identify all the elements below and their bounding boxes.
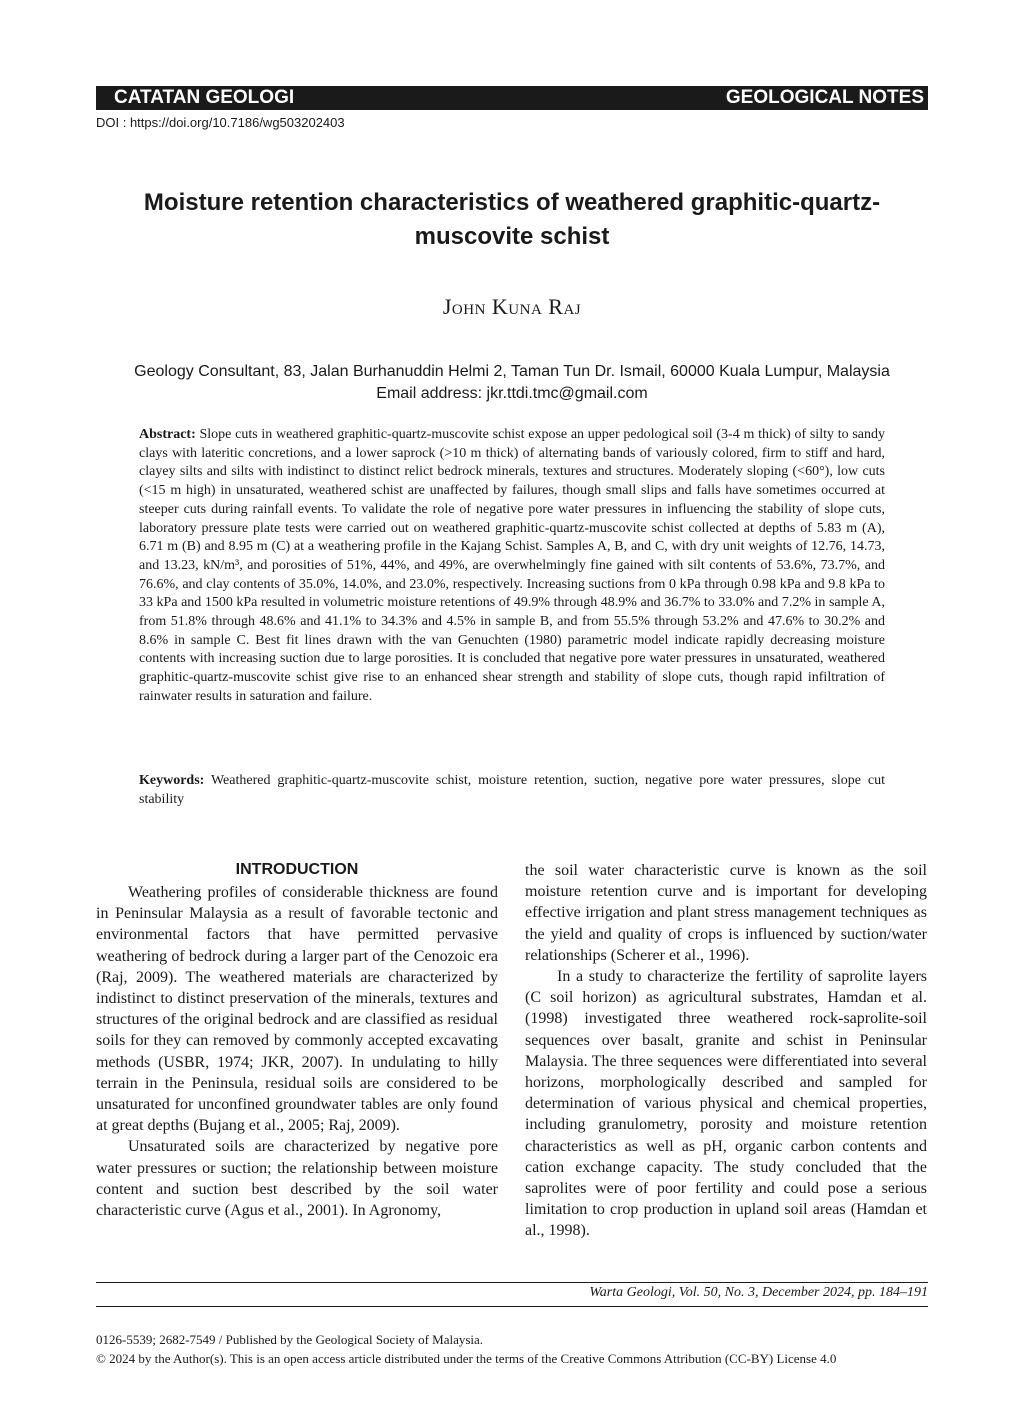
footer-rule-bottom (96, 1306, 928, 1307)
paragraph-1: Weathering profiles of considerable thickness are found in Peninsular Malaysia as a result of favorable tectonic and environmental factors that have permitted pervasive weathering of bedrock during a larger part of the Cenozoic era (Raj, 2009). The weathered materials are characterized by indistinct to distinct preservation of the minerals, textures and structures of the original bedrock and are classified as residual soils for they can removed by commonly accepted excavating methods (USBR, 1974; JKR, 2007). In undulating to hilly terrain in the Peninsula, residual soils are considered to be unsaturated for unconfined groundwater tables are only found at great depths (Bujang et al., 2005; Raj, 2009). (96, 884, 498, 1135)
paragraph-3: the soil water characteristic curve is known as the soil moisture retention curve and is important for developing effective irrigation and plant stress management techniques as the yield and quality of crops is influenced by suction/water relationships (Scherer et al., 1996). (525, 862, 927, 964)
keywords-text: Weathered graphitic-quartz-muscovite schist, moisture retention, suction, negative pore water pressures, slope cut stability (139, 773, 885, 807)
journal-header-bar (96, 86, 928, 110)
doi-link[interactable]: DOI : https://doi.org/10.7186/wg503202403 (96, 115, 345, 130)
publication-footer (96, 1330, 928, 1368)
paragraph-2: Unsaturated soils are characterized by negative pore water pressures or suction; the relationship between moisture content and suction best described by the soil water characteristic curve (Agus et al., 2001). In Agronomy, (96, 1138, 498, 1220)
author-name: John Kuna Raj (442, 294, 582, 319)
keywords (139, 772, 885, 809)
abstract-text: Slope cuts in weathered graphitic-quartz-muscovite schist expose an upper pedological soil (3-4 m thick) of silty to sandy clays with lateritic concretions, and a lower saprock (>10 m thick) of alternating bands of variously colored, firm to stiff and hard, clayey silts and silts with indistinct to distinct relict bedrock minerals, textures and structures. Moderately sloping (<60°), low cuts (<15 m high) in unsaturated, weathered schist are unaffected by failures, though small slips and falls have sometimes occurred at steeper cuts during rainfall events. To validate the role of negative pore water pressures in influencing the stability of slope cuts, laboratory pressure plate tests were carried out on weathered graphitic-quartz-muscovite schist collected at depths of 5.83 m (A), 6.71 m (B) and 8.95 m (C) at a weathering profile in the Kajang Schist. Samples A, B, and C, with dry unit weights of 12.76, 14.73, and 13.23, kN/m³, and porosities of 51%, 44%, and 49%, are overwhelmingly fine gained with silt contents of 53.6%, 73.7%, and 76.6%, and clay contents of 35.0%, 14.0%, and 23.0%, respectively. Increasing suctions from 0 kPa through 0.98 kPa and 9.8 kPa to 33 kPa and 1500 kPa resulted in volumetric moisture retentions of 49.9% through 48.9% and 36.7% to 33.0% and 7.2% in sample A, from 51.8% through 48.6% and 41.1% to 34.3% and 4.5% in sample B, and from 55.5% through 53.2% and 47.6% to 30.2% and 8.6% in sample C. Best fit lines drawn with the van Genuchten (1980) parametric model indicate rapidly decreasing moisture contents with increasing suction due to large porosities. It is concluded that negative pore water pressures in unsaturated, weathered graphitic-quartz-muscovite schist give rise to an enhanced shear strength and stability of slope cuts, though rapid infiltration of rainwater results in saturation and failure. (139, 427, 885, 704)
body-column-right (525, 860, 927, 1242)
keywords-label: Keywords: (139, 773, 205, 788)
issn-line: 0126-5539; 2682-7549 / Published by the Geological Society of Malaysia. (96, 1332, 484, 1347)
affiliation-address: Geology Consultant, 83, Jalan Burhanuddin Helmi 2, Taman Tun Dr. Ismail, 60000 Kuala Lumpur, Malaysia (134, 363, 890, 380)
section-label-malay: CATATAN GEOLOGI (114, 87, 295, 108)
article-title (96, 186, 928, 254)
abstract-label: Abstract: (139, 427, 196, 442)
footer-rule-top (96, 1282, 928, 1283)
title-line-2: muscovite schist (414, 223, 610, 250)
paragraph-4: In a study to characterize the fertility of saprolite layers (C soil horizon) as agricultural substrates, Hamdan et al. (1998) investigated three weathered rock-saprolite-soil sequences over basalt, granite and schist in Peninsular Malaysia. The three sequences were differentiated into several horizons, morphologically described and sampled for determination of various physical and chemical properties, including granulometry, porosity and moisture retention characteristics as well as pH, organic carbon contents and cation exchange capacity. The study concluded that the saprolites were of poor fertility and could pose a serious limitation to crop production in upland soil areas (Hamdan et al., 1998). (525, 968, 927, 1240)
abstract (139, 426, 885, 707)
license-line: © 2024 by the Author(s). This is an open access article distributed under the terms of the Creative Commons Attribution (CC-BY) License 4.0 (96, 1351, 837, 1366)
affiliation (96, 361, 928, 405)
introduction-heading: INTRODUCTION (235, 861, 359, 878)
body-column-left (96, 860, 498, 1221)
affiliation-email[interactable]: Email address: jkr.ttdi.tmc@gmail.com (376, 385, 648, 402)
title-line-1: Moisture retention characteristics of weathered graphitic-quartz- (143, 189, 881, 216)
journal-citation: Warta Geologi, Vol. 50, No. 3, December 2024, pp. 184–191 (589, 1285, 928, 1300)
section-label-english: GEOLOGICAL NOTES (725, 87, 924, 108)
